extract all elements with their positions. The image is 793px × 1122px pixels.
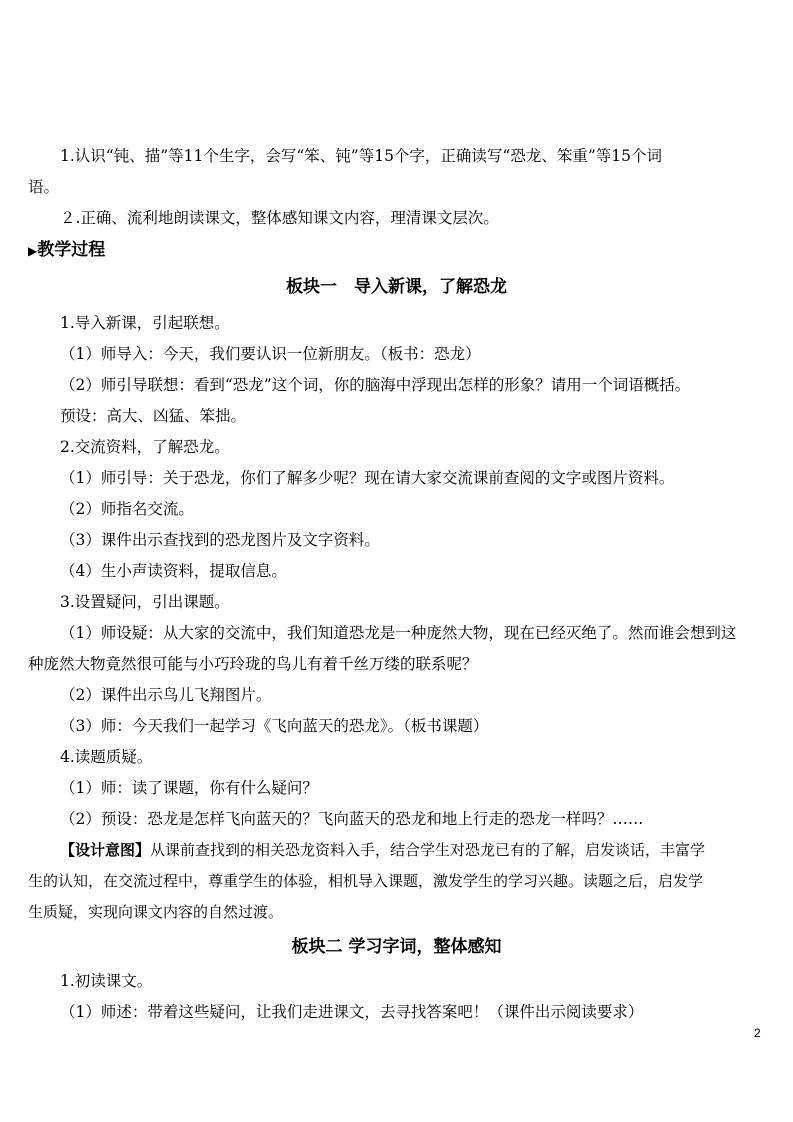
design-note-line-1 [60,840,705,860]
goal-1-line-1: 1.认识“钝、描”等11个生字，会写“笨、钝”等15个字，正确读写“恐龙、笨重”等15个词 [60,147,663,165]
block-1-line: 4.读题质疑。 [60,748,153,766]
process-heading [28,239,105,262]
goal-1-line-2: 语。 [28,178,60,196]
block-1-line: （2）课件出示鸟儿飞翔图片。 [60,686,272,704]
block-1-line: （2）师引导联想：看到“恐龙”这个词，你的脑海中浮现出怎样的形象？请用一个词语概括。 [60,376,691,394]
block-1-line: 2.交流资料，了解恐龙。 [60,438,230,456]
design-note-title: 【设计意图】 [60,841,151,859]
block-1-line: 3.设置疑问，引出课题。 [60,593,230,611]
triangle-marker-icon: ▶ [28,244,38,258]
design-note-line-2: 生的认知，在交流过程中，尊重学生的体验，相机导入课题，激发学生的学习兴趣。读题之后，启发学 [28,872,704,890]
block-1-line: （2）预设：恐龙是怎样飞向蓝天的？飞向蓝天的恐龙和地上行走的恐龙一样吗？…… [60,810,644,828]
design-note-text: 从课前查找到的相关恐龙资料入手，结合学生对恐龙已有的了解，启发谈话，丰富学 [150,841,706,859]
block-1-line: （4）生小声读资料，提取信息。 [60,562,287,580]
design-note-line-3: 生质疑，实现向课文内容的自然过渡。 [28,903,284,921]
block-1-line: （1）师：读了课题，你有什么疑问？ [60,779,318,797]
block-1-title: 板块一 导入新课，了解恐龙 [286,277,507,297]
block-1-line: （1）师导入：今天，我们要认识一位新朋友。（板书：恐龙） [60,345,481,363]
goal-2: ２.正确、流利地朗读课文，整体感知课文内容，理清课文层次。 [60,209,499,227]
block-1-line: 1.导入新课，引起联想。 [60,314,230,332]
block-1-line: 预设：高大、凶猛、笨拙。 [60,407,247,425]
page-number: 2 [754,1026,761,1040]
block-1-line: 种庞然大物竟然很可能与小巧玲珑的鸟儿有着千丝万缕的联系呢？ [28,655,478,673]
block-2-line: 1.初读课文。 [60,972,153,990]
block-1-line: （1）师引导：关于恐龙，你们了解多少呢？现在请大家交流课前查阅的文字或图片资料。 [60,469,675,487]
block-1-line: （3）师：今天我们一起学习《飞向蓝天的恐龙》。（板书课题） [60,717,489,735]
block-1-line: （1）师设疑：从大家的交流中，我们知道恐龙是一种庞然大物，现在已经灭绝了。然而谁会想到这 [60,624,737,642]
block-1-line: （3）课件出示查找到的恐龙图片及文字资料。 [60,531,380,549]
process-heading-text: 教学过程 [37,240,106,260]
block-2-title: 板块二 学习字词，整体感知 [291,937,502,957]
block-1-line: （2）师指名交流。 [60,500,194,518]
block-2-line: （1）师述：带着这些疑问，让我们走进课文，去寻找答案吧！（课件出示阅读要求） [60,1003,644,1021]
